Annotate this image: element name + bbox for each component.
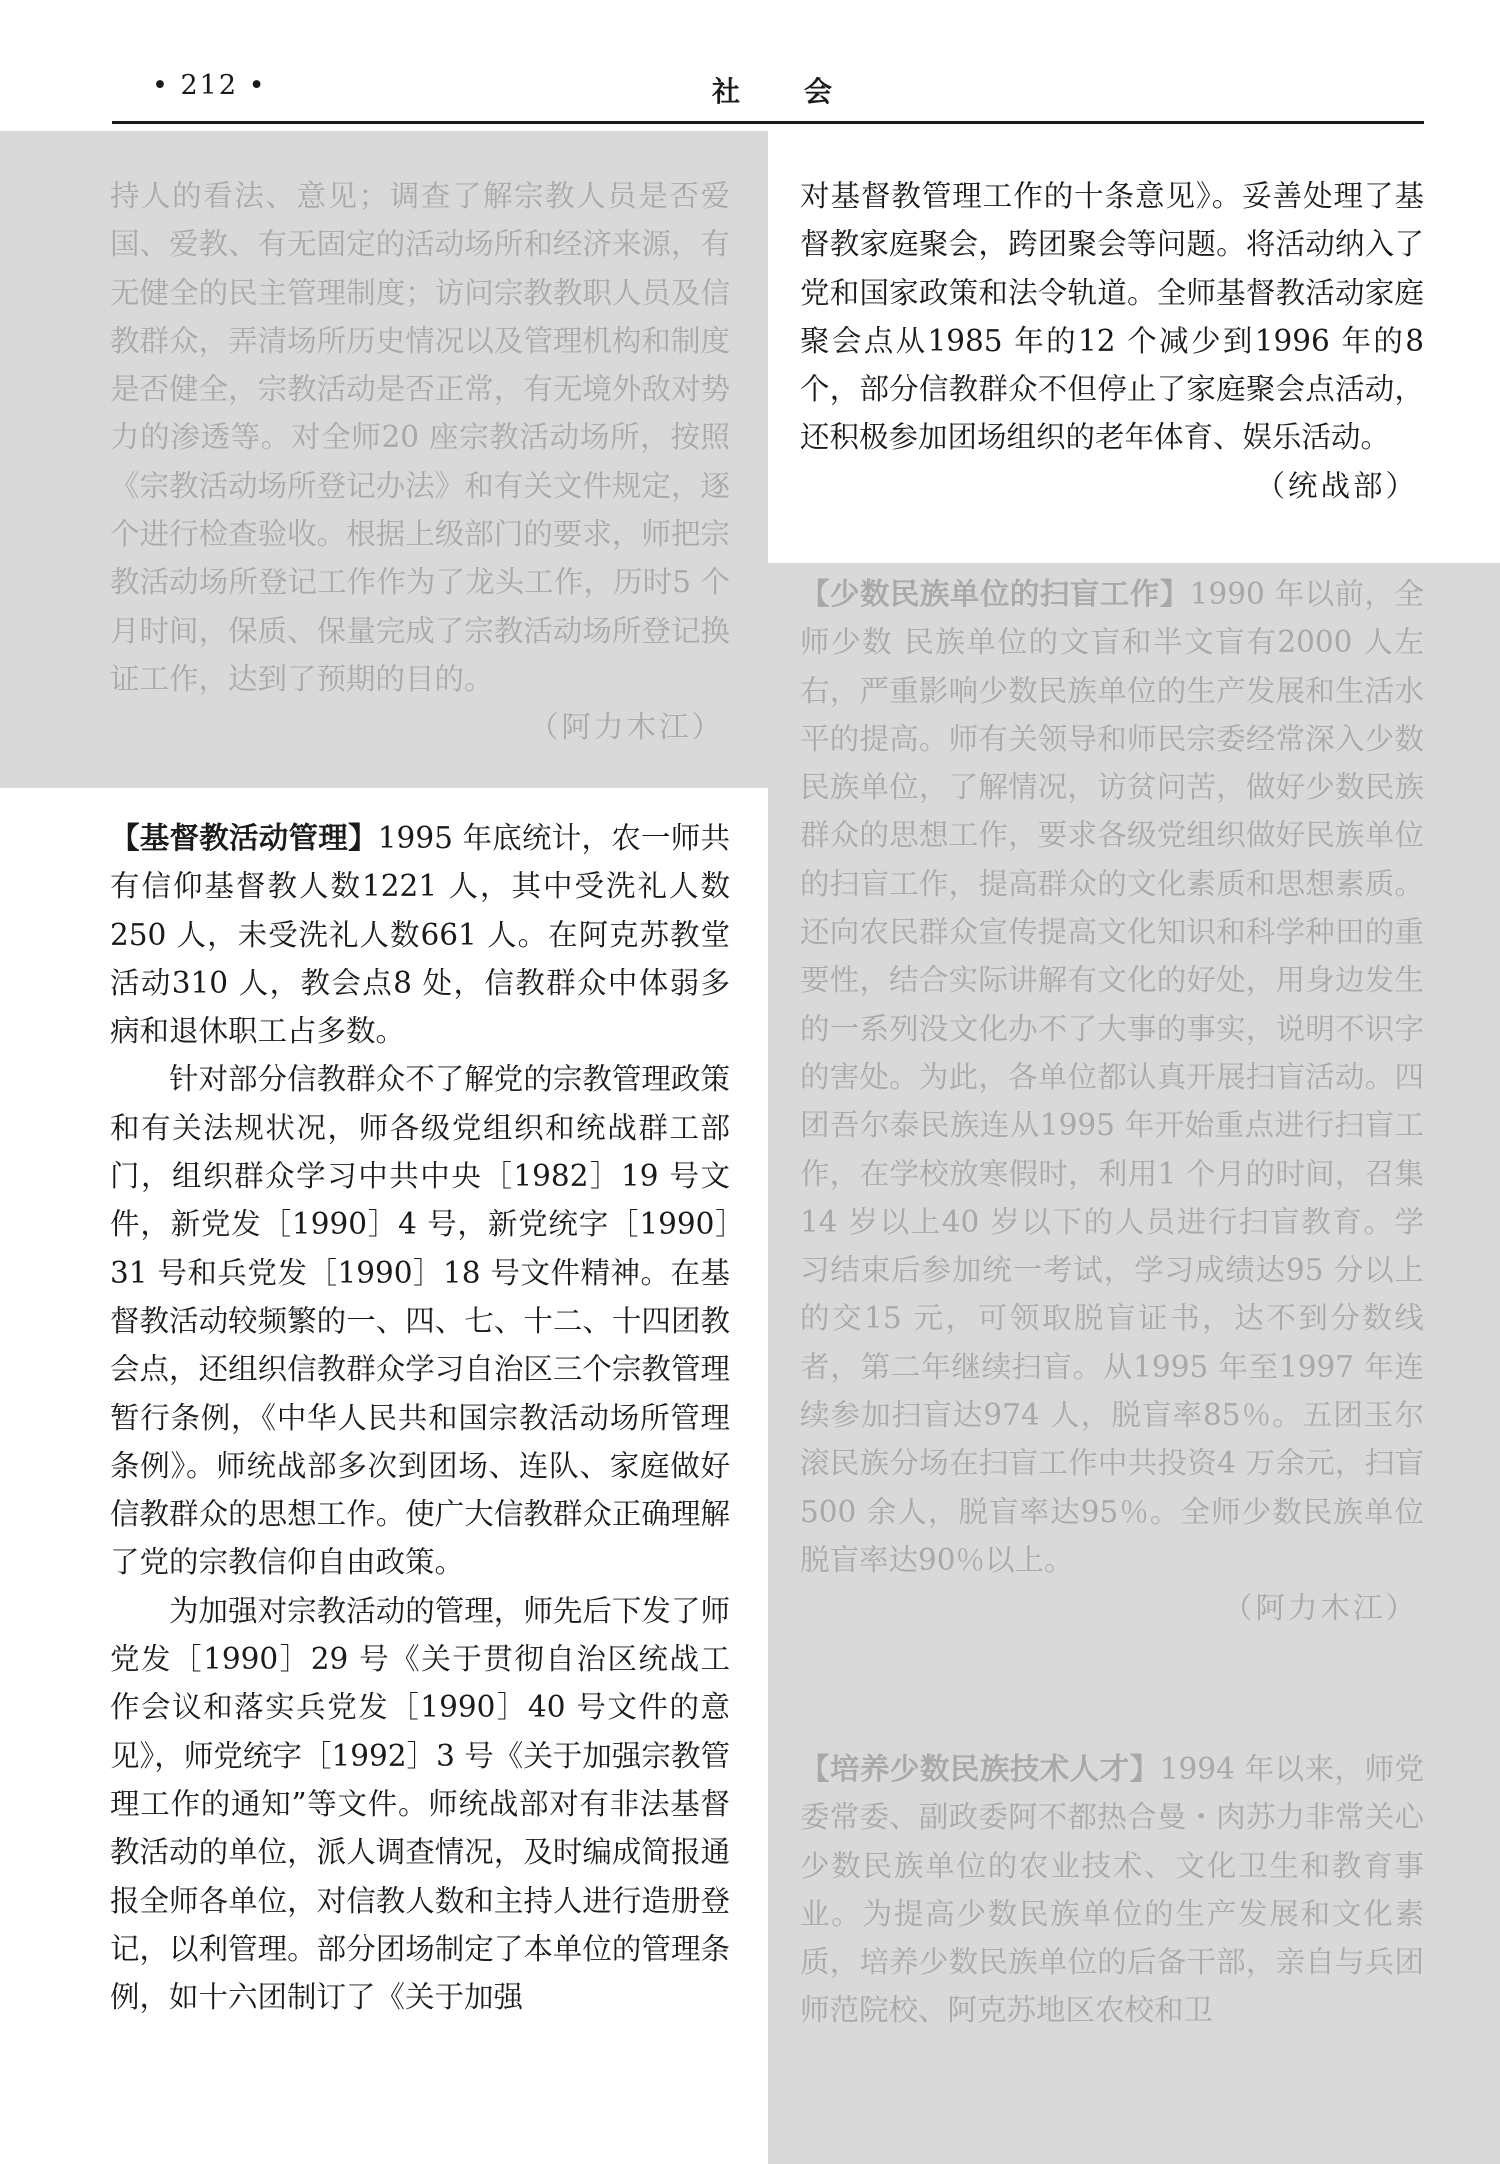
left-top-signature: （阿力木江） [528,710,724,745]
header-rule [112,121,1424,124]
christian-paragraph-1 [110,814,730,1055]
left-top-paragraph: 持人的看法、意见；调查了解宗教人员是否爱国、爱教、有无固定的活动场所和经济来源，有无健全的民主管理制度；访问宗教教职人员及信教群众，弄清场所历史情况以及管理机构和制度是否健全，宗教活动是否正常，有无境外敌对势力的渗透等。对全师20 座宗教活动场所，按照《宗教活动场所登记办法》和有关文件规定，逐个进行检查验收。根据上级部门的要求，师把宗教活动场所登记工作作为了龙头工作，历时5 个月时间，保质、保量完成了宗教活动场所登记换证工作，达到了预期的目的。 [110,179,730,696]
christian-paragraph-2: 针对部分信教群众不了解党的宗教管理政策和有关法规状况，师各级党组织和统战群工部门，组织群众学习中共中央［1982］19 号文件，新党发［1990］4 号，新党统字［1990］31 号和兵党发［1990］18 号文件精神。在基督教活动较频繁的一、四、七、十二、十四团教会点，还组织信教群众学习自治区三个宗教管理暂行条例，《中华人民共和国宗教活动场所管理条例》。师统战部多次到团场、连队、家庭做好信教群众的思想工作。使广大信教群众正确理解了党的宗教信仰自由政策。 [110,1062,730,1580]
christian-paragraph-1-body: 1995 年底统计，农一师共有信仰基督教人数1221 人，其中受洗礼人数250 人，未受洗礼人数661 人。在阿克苏教堂活动310 人，教会点8 处，信教群众中体弱多病和退休职工占多数。 [110,821,730,1049]
talent-body: 1994 年以来，师党委常委、副政委阿不都热合曼・肉苏力非常关心少数民族单位的农业技术、文化卫生和教育事业。为提高少数民族单位的生产发展和文化素质，培养少数民族单位的后备干部，亲自与兵团师范院校、阿克苏地区农校和卫 [800,1752,1424,2028]
left-top-block [110,172,730,752]
talent-heading: 【培养少数民族技术人才】 [800,1751,1160,1786]
christian-section [110,814,730,2021]
running-header [112,70,1424,110]
christian-continuation [800,172,1424,510]
literacy-signature: （阿力木江） [1222,1591,1418,1626]
christian-heading: 【基督教活动管理】 [110,820,378,855]
literacy-paragraph [800,570,1424,1584]
literacy-section [800,570,1424,1633]
literacy-body: 1990 年以前，全师少数 民族单位的文盲和半文盲有2000 人左右，严重影响少数民族单位的生产发展和生活水平的提高。师有关领导和师民宗委经常深入少数民族单位，了解情况，访贫问苦，做好少数民族群众的思想工作，要求各级党组织做好民族单位的扫盲工作，提高群众的文化素质和思想素质。还向农民群众宣传提高文化知识和科学种田的重要性，结合实际讲解有文化的好处，用身边发生的一系列没文化办不了大事的事实，说明不识字的害处。为此，各单位都认真开展扫盲活动。四团吾尔泰民族连从1995 年开始重点进行扫盲工作，在学校放寒假时，利用1 个月的时间，召集14 岁以上40 岁以下的人员进行扫盲教育。学习结束后参加统一考试，学习成绩达95 分以上的交15 元，可领取脱盲证书，达不到分数线者，第二年继续扫盲。从1995 年至1997 年连续参加扫盲达974 人，脱盲率85％。五团玉尔滚民族分场在扫盲工作中共投资4 万余元，扫盲500 余人，脱盲率达95％。全师少数民族单位脱盲率达90％以上。 [800,577,1424,1577]
christian-paragraph-3: 为加强对宗教活动的管理，师先后下发了师党发［1990］29 号《关于贯彻自治区统战工作会议和落实兵党发［1990］40 号文件的意见》，师党统字［1992］3 号《关于加强宗教管理工作的通知”等文件。师统战部对有非法基督教活动的单位，派人调查情况，及时编成简报通报全师各单位，对信教人数和主持人进行造册登记，以利管理。部分团场制定了本单位的管理条例，如十六团制订了《关于加强 [110,1593,730,2015]
section-title: 社会 [712,75,897,108]
christian-signature: （统战部） [1255,468,1418,503]
christian-continuation-paragraph: 对基督教管理工作的十条意见》。妥善处理了基督教家庭聚会，跨团聚会等问题。将活动纳入了党和国家政策和法令轨道。全师基督教活动家庭聚会点从1985 年的12 个减少到1996 年的8 个，部分信教群众不但停止了家庭聚会点活动，还积极参加团场组织的老年体育、娱乐活动。 [800,179,1424,455]
talent-section [800,1745,1424,2035]
page-number: • 212 • [152,70,267,101]
literacy-heading: 【少数民族单位的扫盲工作】 [800,576,1190,611]
talent-paragraph [800,1745,1424,2035]
